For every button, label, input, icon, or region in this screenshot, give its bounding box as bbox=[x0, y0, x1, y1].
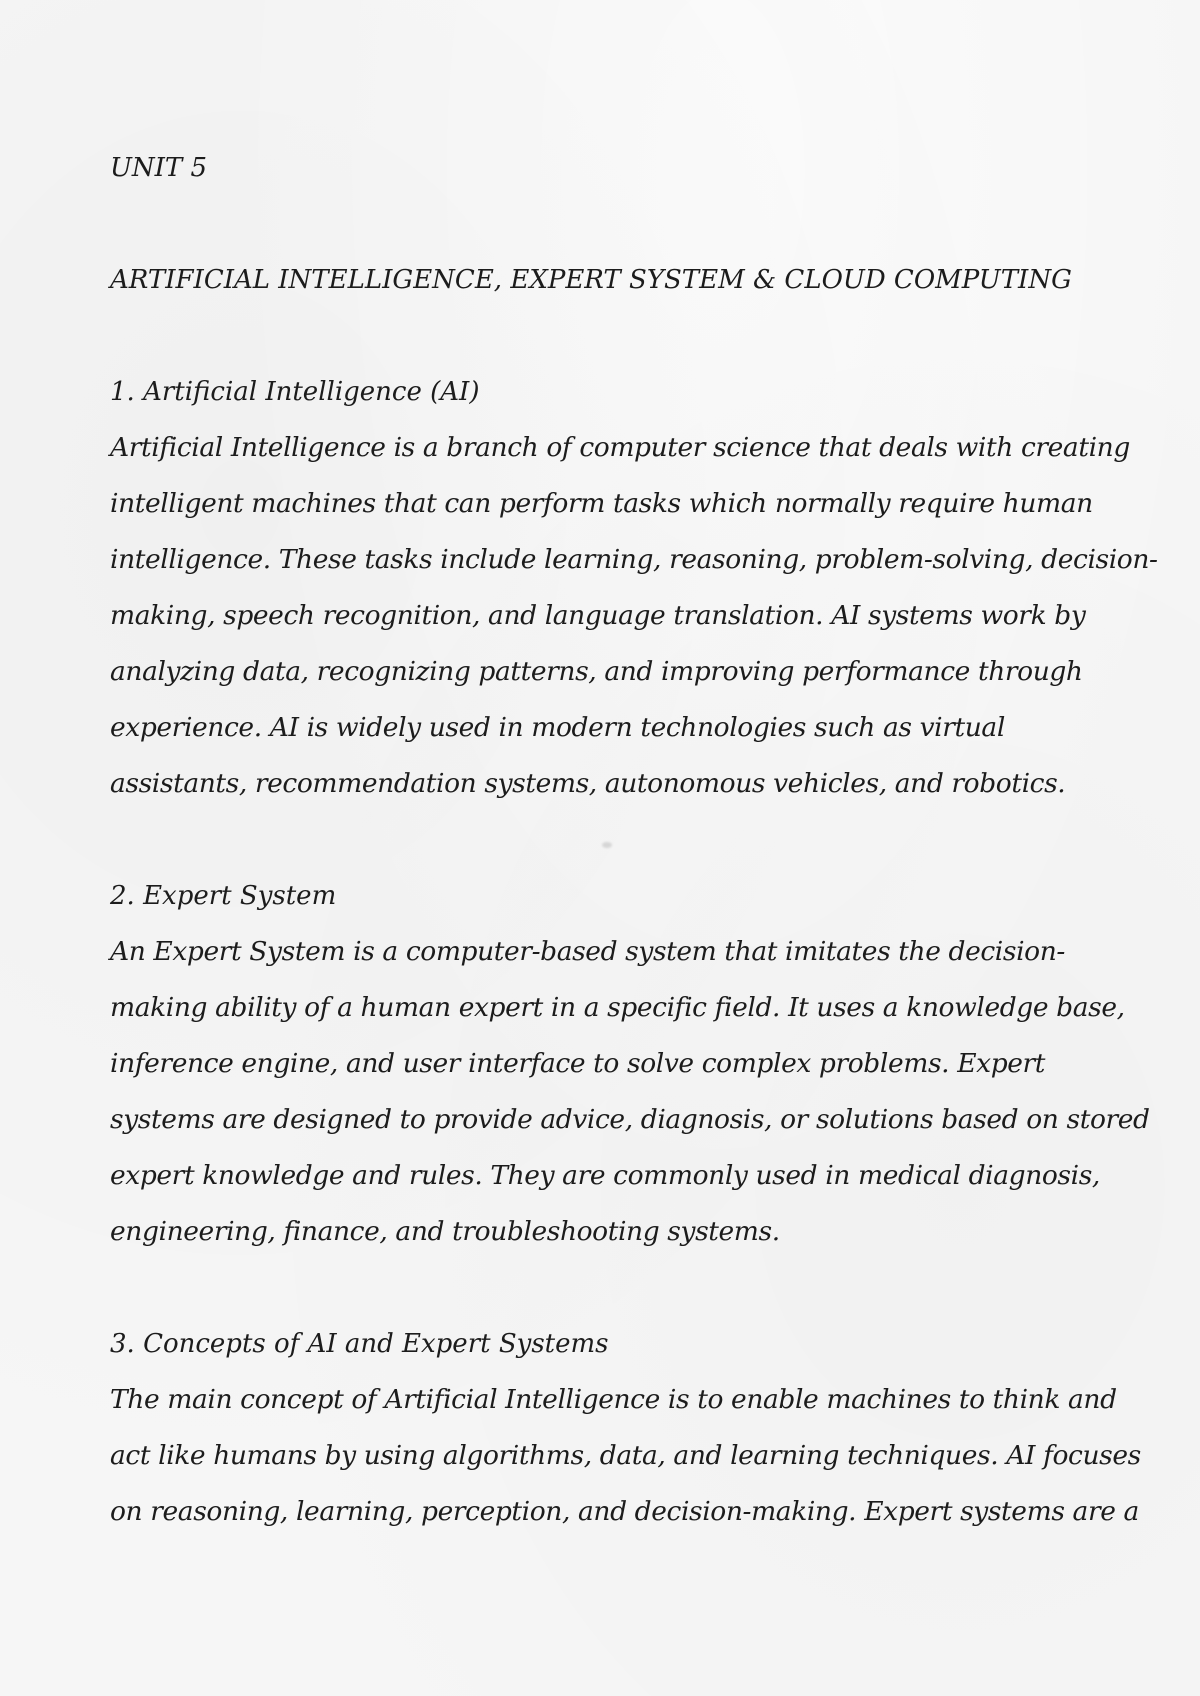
section-heading-expert-system: 2. Expert System bbox=[110, 881, 337, 911]
paragraph-line: Artificial Intelligence is a branch of computer science that deals with creating bbox=[110, 432, 1130, 463]
paragraph-line: experience. AI is widely used in modern technologies such as virtual bbox=[110, 712, 1005, 743]
paragraph-line: analyzing data, recognizing patterns, and improving performance through bbox=[110, 656, 1083, 687]
unit-label: UNIT 5 bbox=[110, 153, 208, 183]
paragraph-line: inference engine, and user interface to solve complex problems. Expert bbox=[110, 1048, 1046, 1079]
paragraph-line: The main concept of Artificial Intelligence is to enable machines to think and bbox=[110, 1384, 1117, 1415]
paragraph-line: systems are designed to provide advice, diagnosis, or solutions based on stored bbox=[110, 1104, 1150, 1135]
paragraph-line: expert knowledge and rules. They are commonly used in medical diagnosis, bbox=[110, 1160, 1100, 1191]
paragraph-line: on reasoning, learning, perception, and decision-making. Expert systems are a bbox=[110, 1496, 1139, 1527]
paper-speck bbox=[602, 842, 612, 848]
paragraph-line: intelligence. These tasks include learning, reasoning, problem-solving, decision- bbox=[110, 544, 1158, 575]
paragraph-line: making ability of a human expert in a specific field. It uses a knowledge base, bbox=[110, 992, 1125, 1023]
paragraph-line: An Expert System is a computer-based system that imitates the decision- bbox=[110, 936, 1065, 967]
paragraph-line: intelligent machines that can perform tasks which normally require human bbox=[110, 488, 1093, 519]
paragraph-line: assistants, recommendation systems, autonomous vehicles, and robotics. bbox=[110, 768, 1066, 799]
document-title: ARTIFICIAL INTELLIGENCE, EXPERT SYSTEM & CLOUD COMPUTING bbox=[110, 265, 1072, 295]
paragraph-line: engineering, finance, and troubleshooting systems. bbox=[110, 1216, 780, 1247]
paragraph-line: making, speech recognition, and language translation. AI systems work by bbox=[110, 600, 1086, 631]
paragraph-line: act like humans by using algorithms, data, and learning techniques. AI focuses bbox=[110, 1440, 1141, 1471]
section-heading-ai: 1. Artificial Intelligence (AI) bbox=[110, 377, 480, 407]
section-heading-concepts: 3. Concepts of AI and Expert Systems bbox=[110, 1329, 609, 1359]
